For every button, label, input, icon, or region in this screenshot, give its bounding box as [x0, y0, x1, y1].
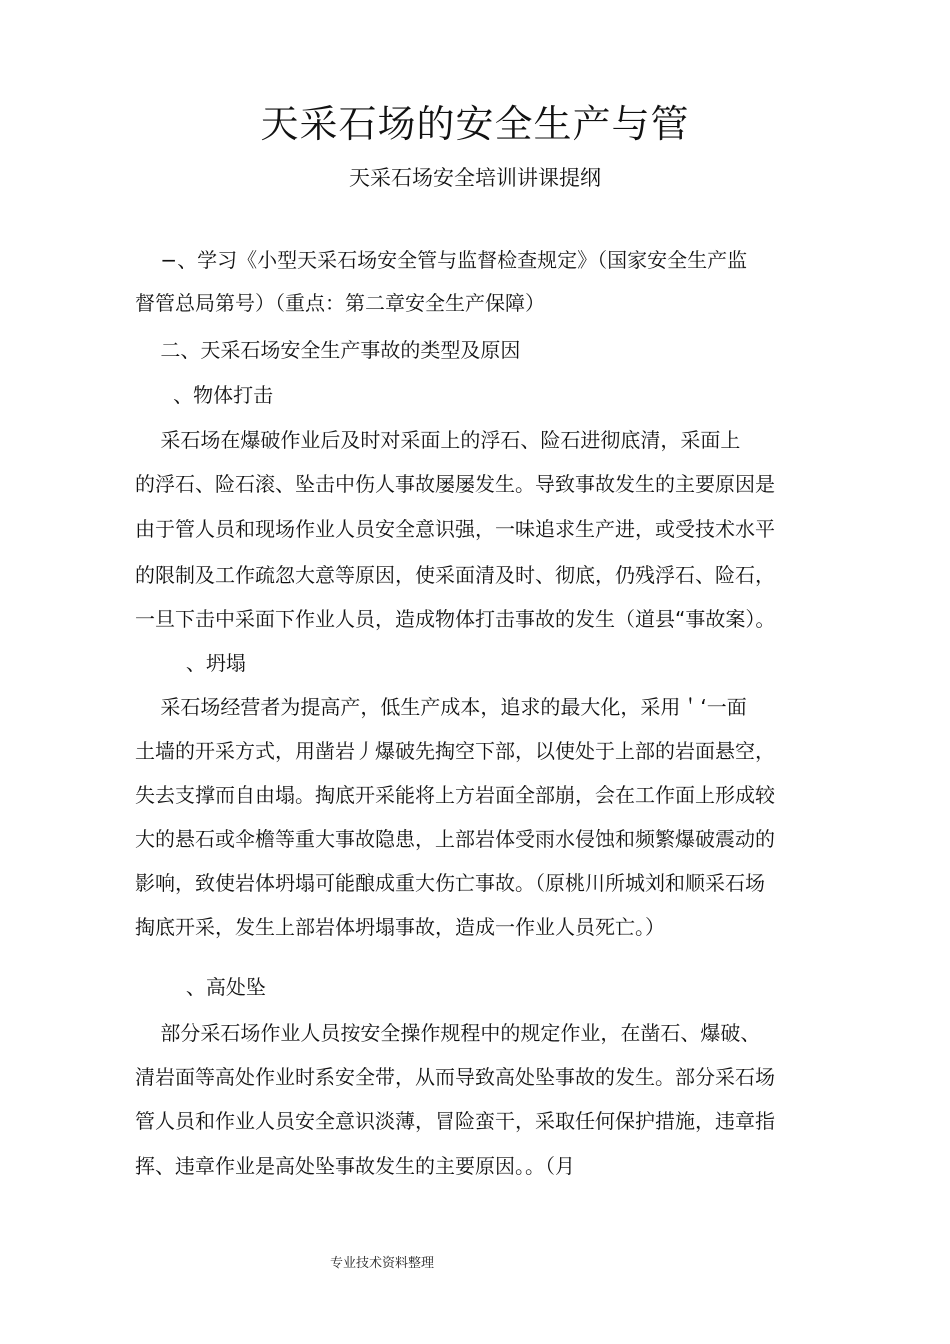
text-line: 影响，致使岩体坍塌可能酿成重大伤亡事故。（原桃川所城刘和顺采石场	[135, 871, 765, 895]
text-line: 大的悬石或伞檐等重大事故隐患，上部岩体受雨水侵蚀和频繁爆破震动的	[135, 827, 775, 851]
text-line: 、坍塌	[135, 651, 246, 675]
text-line: 、物体打击	[135, 383, 274, 407]
text-line: 清岩面等高处作业时系安全带，从而导致高处坠事故的发生。部分采石场	[135, 1065, 775, 1089]
text-line: 的浮石、险石滚、坠击中伤人事故屡屡发生。导致事故发生的主要原因是	[135, 472, 775, 496]
text-line: 由于管人员和现场作业人员安全意识强，一味追求生产进，或受技术水平	[135, 517, 775, 541]
text-line: 管人员和作业人员安全意识淡薄，冒险蛮干，采取任何保护措施，违章指	[135, 1109, 775, 1133]
text-line: 部分采石场作业人员按安全操作规程中的规定作业，在凿石、爆破、	[135, 1021, 761, 1045]
document-subtitle: 天采石场安全培训讲课提纲	[349, 166, 601, 190]
text-line: 一旦下击中采面下作业人员，造成物体打击事故的发生（道县“事故案）。	[135, 607, 776, 631]
text-line: 采石场在爆破作业后及时对采面上的浮石、险石进彻底清，采面上	[135, 428, 741, 452]
document-title: 天采石场的安全生产与管	[260, 102, 690, 146]
text-line: 失去支撑而自由塌。掏底开采能将上方岩面全部崩，会在工作面上形成较	[135, 783, 775, 807]
text-line: 掏底开采，发生上部岩体坍塌事故，造成一作业人员死亡。）	[135, 915, 665, 939]
text-line: 挥、违章作业是高处坠事故发生的主要原因。。（月	[135, 1154, 575, 1178]
text-line: 二、天采石场安全生产事故的类型及原因	[135, 338, 521, 362]
text-line: 的限制及工作疏忽大意等原因，使采面清及时、彻底，仍残浮石、险石，	[135, 563, 775, 587]
page-footer: 专业技术资料整理	[330, 1256, 435, 1271]
text-line: −、学习《小型天采石场安全管与监督检查规定》（国家安全生产监	[135, 248, 748, 272]
text-line: 采石场经营者为提高产，低生产成本，追求的最大化，采用＇‘一面	[135, 695, 747, 719]
text-line: 、高处坠	[135, 975, 266, 999]
text-line: 土墙的开采方式，用凿岩丿爆破先掏空下部，以使处于上部的岩面悬空，	[135, 739, 775, 763]
text-line: 督管总局第号）（重点：第二章安全生产保障）	[135, 291, 545, 315]
